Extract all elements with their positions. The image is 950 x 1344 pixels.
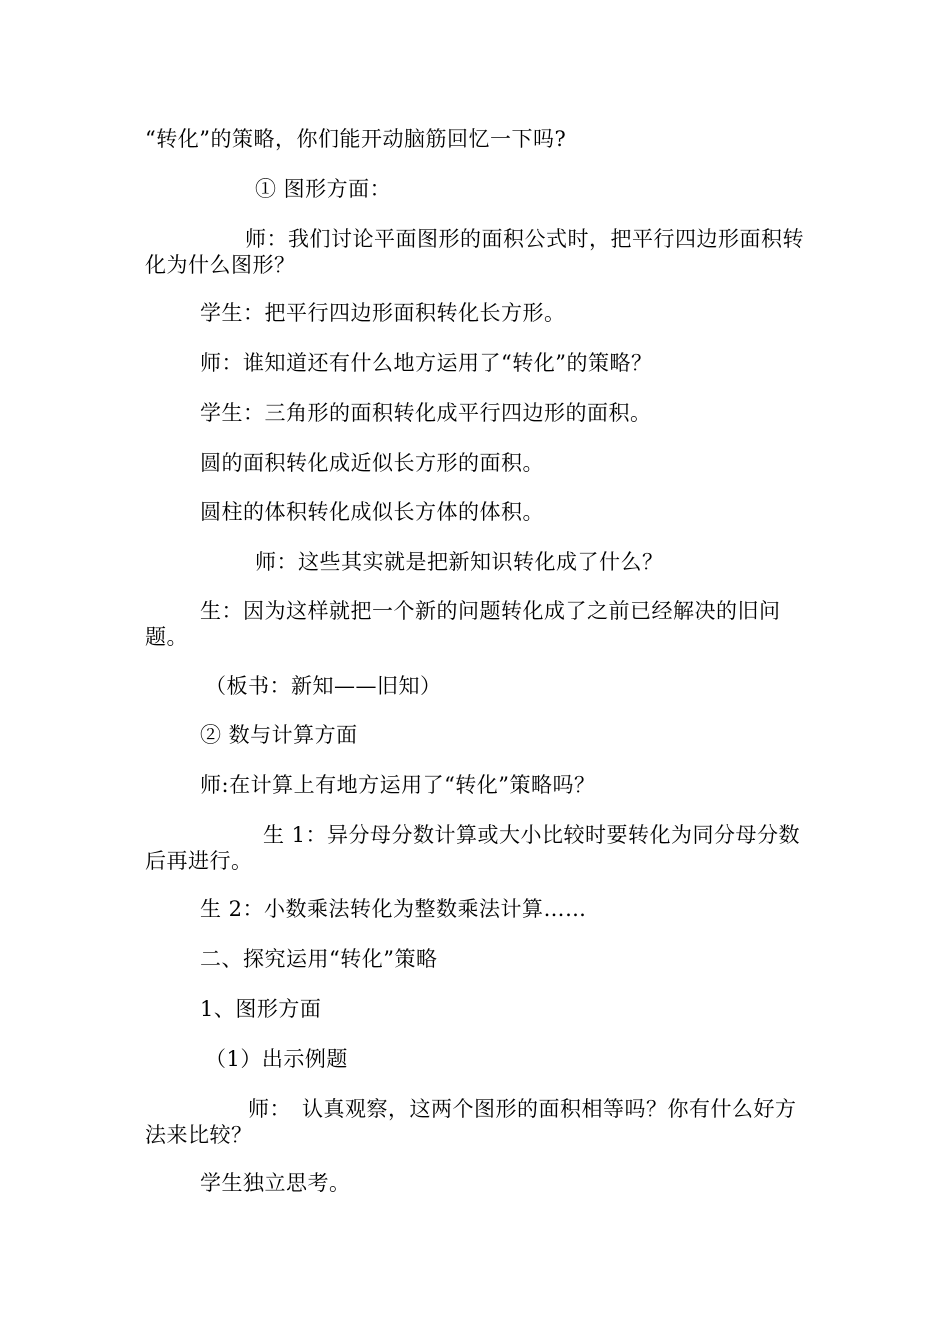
paragraph: 生：因为这样就把一个新的问题转化成了之前已经解决的旧问题。: [145, 599, 781, 649]
section-heading: ① 图形方面：: [255, 177, 392, 201]
section-heading: 1、图形方面: [200, 997, 322, 1021]
paragraph: 师： 认真观察，这两个图形的面积相等吗？你有什么好方法来比较？: [145, 1097, 797, 1147]
paragraph: 学生：三角形的面积转化成平行四边形的面积。: [200, 401, 652, 425]
paragraph: 学生独立思考。: [200, 1171, 351, 1195]
paragraph: 师：谁知道还有什么地方运用了“转化”的策略？: [200, 351, 653, 375]
paragraph: 学生：把平行四边形面积转化长方形。: [200, 301, 566, 325]
paragraph: 圆的面积转化成近似长方形的面积。: [200, 451, 544, 475]
section-heading: （1）出示例题: [205, 1047, 348, 1071]
paragraph: （板书：新知——旧知）: [205, 674, 442, 698]
paragraph: 师：这些其实就是把新知识转化成了什么？: [255, 550, 664, 574]
paragraph: 生 2：小数乘法转化为整数乘法计算……: [200, 897, 587, 921]
paragraph: “转化”的策略，你们能开动脑筋回忆一下吗?: [145, 127, 567, 151]
paragraph: 师:在计算上有地方运用了“转化”策略吗？: [200, 773, 596, 797]
paragraph: 圆柱的体积转化成似长方体的体积。: [200, 500, 544, 524]
paragraph: 生 1：异分母分数计算或大小比较时要转化为同分母分数后再进行。: [145, 823, 801, 873]
paragraph: 师：我们讨论平面图形的面积公式时，把平行四边形面积转化为什么图形？: [145, 227, 804, 277]
section-heading: ② 数与计算方面: [200, 723, 358, 747]
section-heading: 二、探究运用“转化”策略: [200, 947, 438, 971]
